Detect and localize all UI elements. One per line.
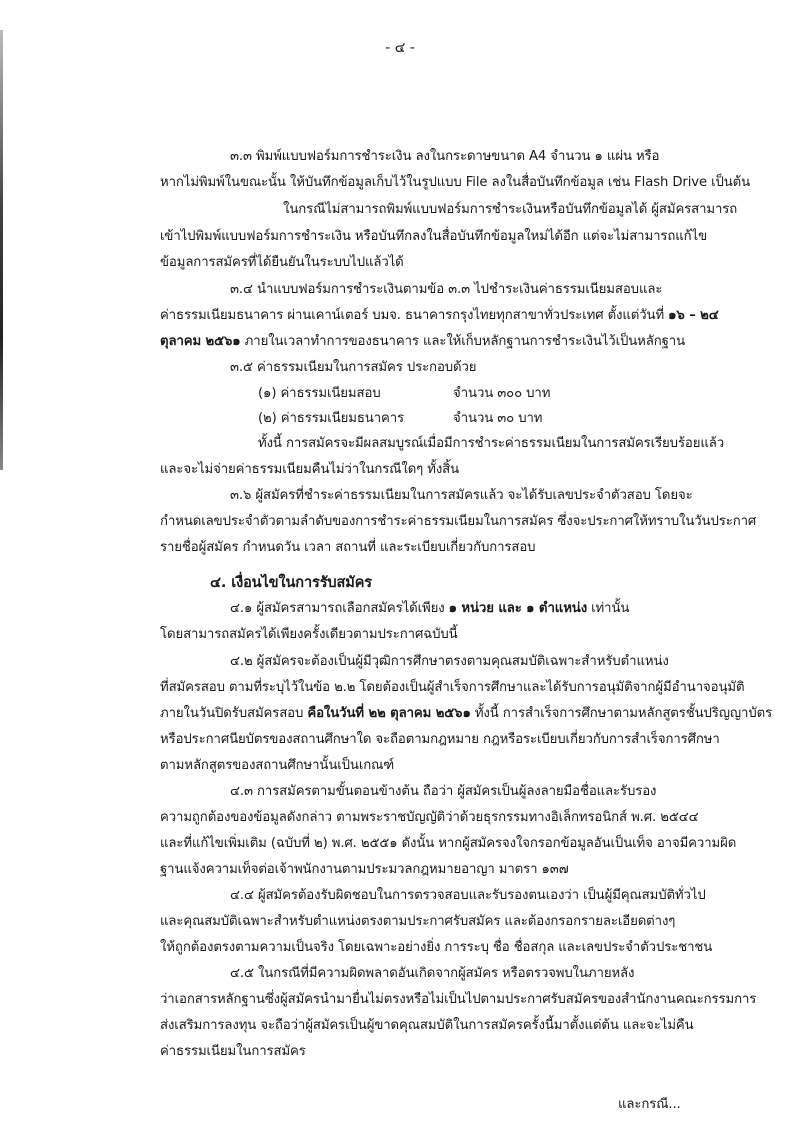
text-span: ภายในเวลาทำการของธนาคาร และให้เก็บหลักฐานการชำระเงินไว้เป็นหลักฐาน bbox=[240, 334, 686, 349]
para-4-3: ๔.๓ การสมัครตามขั้นตอนข้างต้น ถือว่า ผู้สมัครเป็นผู้ลงลายมือชื่อและรับรอง bbox=[230, 784, 657, 799]
text-line: หรือประกาศนียบัตรของสถานศึกษาใด จะถือตามกฎหมาย กฎหรือระเบียบเกี่ยวกับการสำเร็จการศึกษา bbox=[160, 732, 720, 747]
text-line: ที่สมัครสอบ ตามที่ระบุไว้ในข้อ ๒.๒ โดยต้องเป็นผู้สำเร็จการศึกษาและได้รับการอนุมัติจากผู้มีอำนาจอนุมัติ bbox=[160, 680, 745, 695]
para-3-6: ๓.๖ ผู้สมัครที่ชำระค่าธรรมเนียมในการสมัครแล้ว จะได้รับเลขประจำตัวสอบ โดยจะ bbox=[230, 488, 693, 503]
deadline-date: คือในวันที่ ๒๒ ตุลาคม ๒๕๖๑ bbox=[307, 706, 471, 721]
para-3-4: ๓.๔ นำแบบฟอร์มการชำระเงินตามข้อ ๓.๓ ไปชำระเงินค่าธรรมเนียมสอบและ bbox=[230, 282, 663, 297]
fee-item bbox=[258, 384, 550, 404]
text-line: ฐานแจ้งความเท็จต่อเจ้าพนักงานตามประมวลกฎหมายอาญา มาตรา ๑๓๗ bbox=[160, 862, 569, 877]
text-span: เท่านั้น bbox=[587, 601, 630, 616]
text-line: ว่าเอกสารหลักฐานซึ่งผู้สมัครนำมายื่นไม่ตรงหรือไม่เป็นไปตามประกาศรับสมัครของสำนักงานคณะกรรมการ bbox=[160, 992, 757, 1007]
text-line: เข้าไปพิมพ์แบบฟอร์มการชำระเงิน หรือบันทึกลงในสื่อบันทึกข้อมูลใหม่ได้อีก แต่จะไม่สามารถแก้ไข bbox=[160, 229, 707, 244]
section-heading-4: ๔. เงื่อนไขในการรับสมัคร bbox=[210, 575, 372, 591]
date-range: ๑๖ – ๒๔ bbox=[668, 308, 719, 323]
continuation-marker: และกรณี... bbox=[618, 1097, 681, 1112]
para-4-2: ๔.๒ ผู้สมัครจะต้องเป็นผู้มีวุฒิการศึกษาตรงตามคุณสมบัติเฉพาะสำหรับตำแหน่ง bbox=[230, 654, 669, 669]
text-bold: ๑ หน่วย และ ๑ ตำแหน่ง bbox=[448, 601, 588, 616]
text-line: ความถูกต้องของข้อมูลดังกล่าว ตามพระราชบัญญัติว่าด้วยธุรกรรมทางอิเล็กทรอนิกส์ พ.ศ. ๒๕๔๔ bbox=[160, 810, 699, 825]
text-span: ค่าธรรมเนียมธนาคาร ผ่านเคาน์เตอร์ บมจ. ธนาคารกรุงไทยทุกสาขาทั่วประเทศ ตั้งแต่วันที่ bbox=[160, 308, 669, 323]
fee-amount: จำนวน ๓๐ บาท bbox=[453, 411, 543, 426]
text-line: หากไม่พิมพ์ในขณะนั้น ให้บันทึกข้อมูลเก็บไว้ในรูปแบบ File ลงในสื่อบันทึกข้อมูล เช่น Flash Drive เป็นต้น bbox=[160, 175, 751, 190]
text-line: โดยสามารถสมัครได้เพียงครั้งเดียวตามประกาศฉบับนี้ bbox=[160, 627, 458, 642]
text-line bbox=[160, 704, 772, 724]
text-line: ทั้งนี้ การสมัครจะมีผลสมบูรณ์เมื่อมีการชำระค่าธรรมเนียมในการสมัครเรียบร้อยแล้ว bbox=[258, 436, 725, 451]
date-month-year: ตุลาคม ๒๕๖๑ bbox=[160, 334, 241, 349]
para-3-3: ๓.๓ พิมพ์แบบฟอร์มการชำระเงิน ลงในกระดาษขนาด A4 จำนวน ๑ แผ่น หรือ bbox=[230, 149, 660, 164]
fee-item bbox=[258, 409, 542, 429]
para-4-5: ๔.๕ ในกรณีที่มีความผิดพลาดอันเกิดจากผู้สมัคร หรือตรวจพบในภายหลัง bbox=[230, 966, 635, 981]
text-line: รายชื่อผู้สมัคร กำหนดวัน เวลา สถานที่ และระเบียบเกี่ยวกับการสอบ bbox=[160, 540, 536, 555]
text-line: ส่งเสริมการลงทุน จะถือว่าผู้สมัครเป็นผู้ขาดคุณสมบัติในการสมัครครั้งนี้มาตั้งแต่ต้น และจะไม่คืน bbox=[160, 1018, 694, 1033]
text-line: ในกรณีไม่สามารถพิมพ์แบบฟอร์มการชำระเงินหรือบันทึกข้อมูลได้ ผู้สมัครสามารถ bbox=[283, 202, 738, 217]
para-4-4: ๔.๔ ผู้สมัครต้องรับผิดชอบในการตรวจสอบและรับรองตนเองว่า เป็นผู้มีคุณสมบัติทั่วไป bbox=[230, 888, 706, 903]
text-line: ให้ถูกต้องตรงตามความเป็นจริง โดยเฉพาะอย่างยิ่ง การระบุ ชื่อ ชื่อสกุล และเลขประจำตัวประชาชน bbox=[160, 940, 713, 955]
fee-label: (๑) ค่าธรรมเนียมสอบ bbox=[258, 386, 381, 401]
text-span: ๔.๑ ผู้สมัครสามารถเลือกสมัครได้เพียง bbox=[230, 601, 449, 616]
para-4-1 bbox=[230, 599, 629, 619]
text-line: กำหนดเลขประจำตัวตามลำดับของการชำระค่าธรรมเนียมในการสมัคร ซึ่งจะประกาศให้ทราบในวันประกาศ bbox=[160, 514, 757, 529]
scan-edge bbox=[0, 30, 3, 470]
text-line: และที่แก้ไขเพิ่มเติม (ฉบับที่ ๒) พ.ศ. ๒๕๕๑ ดังนั้น หากผู้สมัครจงใจกรอกข้อมูลอันเป็นเท็จ อาจมีความผิด bbox=[160, 836, 737, 851]
text-line: และคุณสมบัติเฉพาะสำหรับตำแหน่งตรงตามประกาศรับสมัคร และต้องกรอกรายละเอียดต่างๆ bbox=[160, 914, 676, 929]
text-line: และจะไม่จ่ายค่าธรรมเนียมคืนไม่ว่าในกรณีใดๆ ทั้งสิ้น bbox=[160, 462, 460, 477]
text-line bbox=[160, 306, 719, 326]
text-line: ค่าธรรมเนียมในการสมัคร bbox=[160, 1044, 306, 1059]
page-number: - ๔ - bbox=[385, 40, 415, 56]
text-span: ทั้งนี้ การสำเร็จการศึกษาตามหลักสูตรชั้นปริญญาบัตร bbox=[470, 706, 773, 721]
text-line: ข้อมูลการสมัครที่ได้ยืนยันในระบบไปแล้วได้ bbox=[160, 255, 404, 270]
fee-label: (๒) ค่าธรรมเนียมธนาคาร bbox=[258, 411, 405, 426]
text-line bbox=[160, 332, 685, 352]
text-span: ภายในวันปิดรับสมัครสอบ bbox=[160, 706, 308, 721]
fee-amount: จำนวน ๓๐๐ บาท bbox=[453, 386, 551, 401]
text-line: ตามหลักสูตรของสถานศึกษานั้นเป็นเกณฑ์ bbox=[160, 758, 395, 773]
para-3-5: ๓.๕ ค่าธรรมเนียมในการสมัคร ประกอบด้วย bbox=[230, 360, 477, 375]
